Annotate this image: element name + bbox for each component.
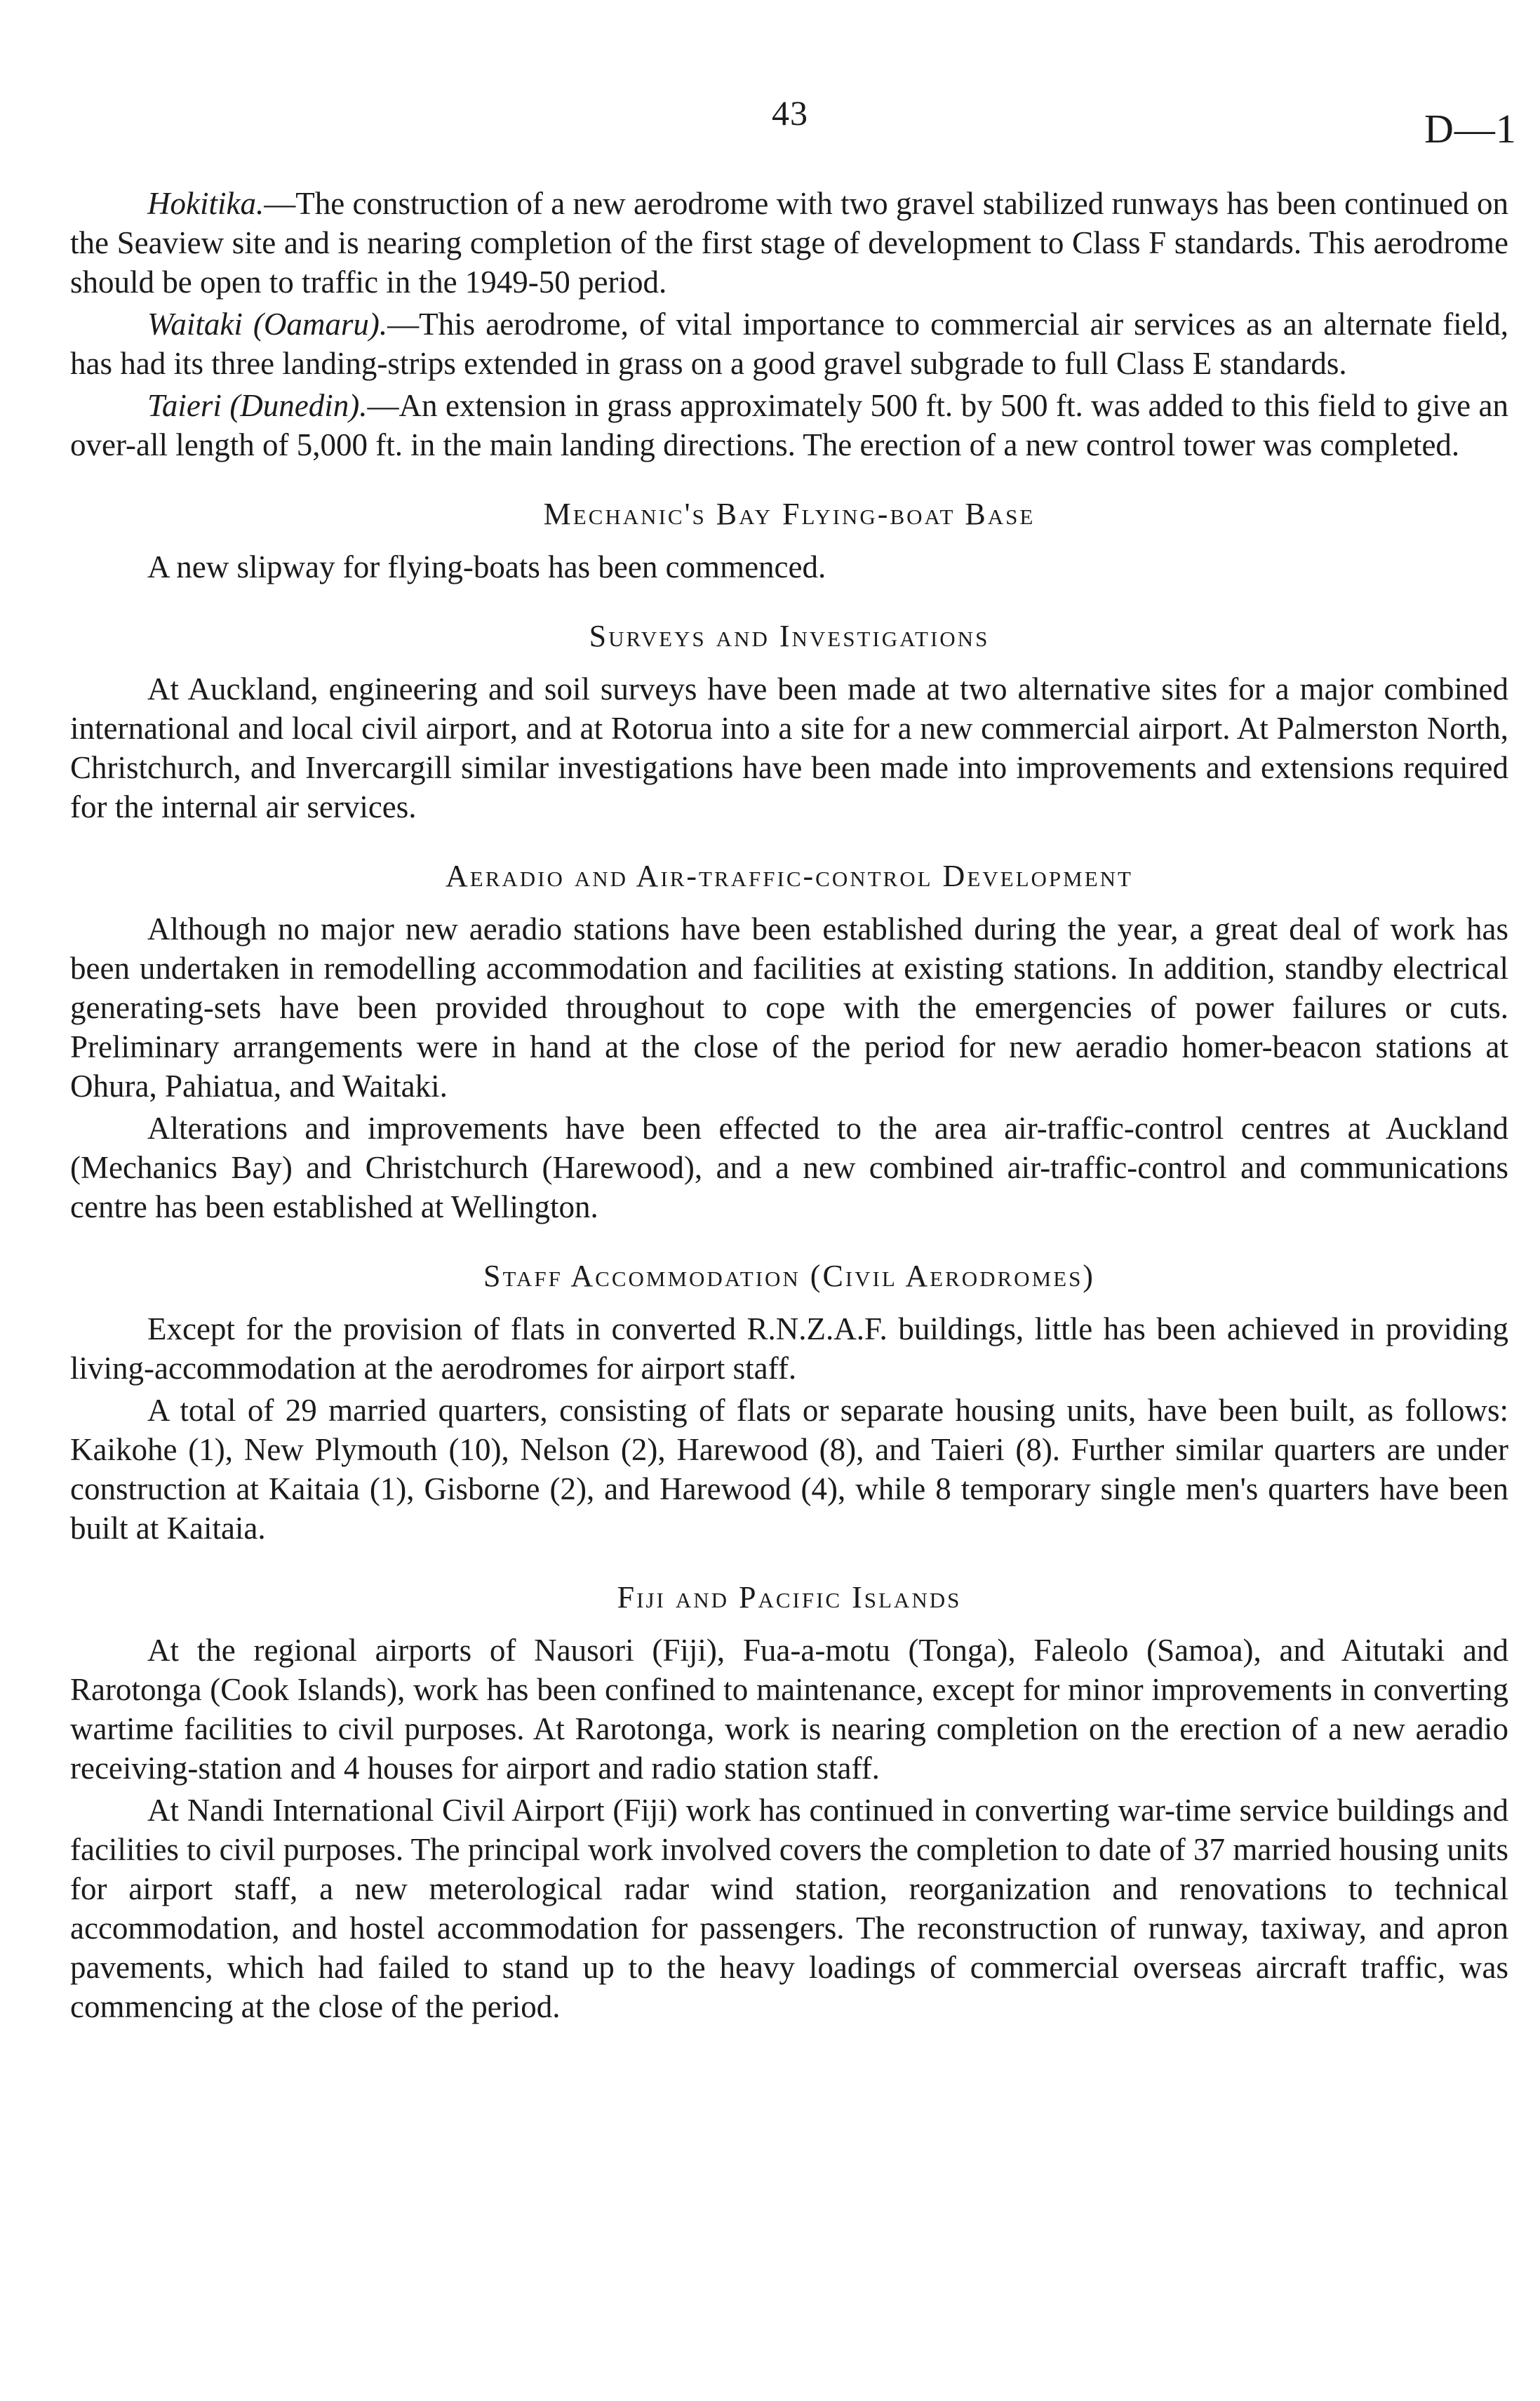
place-name: Taieri (Dunedin). xyxy=(147,388,368,423)
place-name: Hokitika. xyxy=(147,186,265,221)
paragraph: Although no major new aeradio stations have been established during the year, a great deal of work has been undertaken in remodelling accommodation and facilities at existing stations. In addition, standby electrical generating-sets have been provided throughout to cope with the emergencies of power failures or cuts. Preliminary arrangements were in hand at the close of the period for new aeradio homer-beacon stations at Ohura, Pahiatua, and Waitaki. xyxy=(70,911,1508,1104)
paragraph: Alterations and improvements have been effected to the area air-traffic-control centres at Auckland (Mechanics Bay) and Christchurch (Harewood), and a new combined air-traffic-control and communications centre has been established at Wellington. xyxy=(70,1111,1508,1224)
paragraph: A total of 29 married quarters, consisting of flats or separate housing units, have been built, as follows: Kaikohe (1), New Plymouth (10), Nelson (2), Harewood (8), and Taieri (8). Further similar quarters are under construction at Kaitaia (1), Gisborne (2), and Harewood (4), while 8 temporary single men's quarters have been built at Kaitaia. xyxy=(70,1393,1508,1546)
document-code: D—1 xyxy=(1424,106,1517,152)
paragraph-taieri xyxy=(70,386,1508,464)
section-heading-surveys: Surveys and Investigations xyxy=(589,619,990,653)
section-heading-aeradio: Aeradio and Air-traffic-control Development xyxy=(446,859,1133,893)
paragraph-hokitika xyxy=(70,184,1508,302)
paragraph: At Auckland, engineering and soil surveys have been made at two alternative sites for a major combined international and local civil airport, and at Rotorua into a site for a new commercial airport. At Palmerston North, Christchurch, and Invercargill similar investigations have been made into improvements and extensions required for the internal air services. xyxy=(70,671,1508,824)
place-name: Waitaki (Oamaru). xyxy=(147,307,388,342)
section-heading-flying-boat-base: Mechanic's Bay Flying-boat Base xyxy=(543,497,1036,531)
paragraph: Except for the provision of flats in converted R.N.Z.A.F. buildings, little has been achieved in providing living-accommodation at the aerodromes for airport staff. xyxy=(70,1311,1508,1386)
document-body xyxy=(70,184,1508,2026)
page-number: 43 xyxy=(772,93,808,133)
paragraph: At the regional airports of Nausori (Fiji), Fua-a-motu (Tonga), Faleolo (Samoa), and Aitutaki and Rarotonga (Cook Islands), work has been confined to maintenance, except for minor improvements in converting wartime facilities to civil purposes. At Rarotonga, work is nearing completion on the erection of a new aeradio receiving-station and 4 houses for airport and radio station staff. xyxy=(70,1633,1508,1786)
paragraph: A new slipway for flying-boats has been commenced. xyxy=(147,549,826,584)
paragraph-text: —This aerodrome, of vital importance to commercial air services as an alternate field, has had its three landing-strips extended in grass on a good gravel subgrade to full Class E standards. xyxy=(70,307,1508,381)
paragraph-text: —An extension in grass approximately 500 ft. by 500 ft. was added to this field to give an over-all length of 5,000 ft. in the main landing directions. The erection of a new control tower was completed. xyxy=(70,388,1508,462)
paragraph-text: —The construction of a new aerodrome with two gravel stabilized runways has been continued on the Seaview site and is nearing completion of the first stage of development to Class F standards. This aerodrome should be open to traffic in the 1949-50 period. xyxy=(70,186,1508,300)
paragraph-waitaki xyxy=(70,305,1508,383)
paragraph: At Nandi International Civil Airport (Fiji) work has continued in converting war-time service buildings and facilities to civil purposes. The principal work involved covers the completion to date of 37 married housing units for airport staff, a new meterological radar wind station, reorganization and renovations to technical accommodation, and hostel accommodation for passengers. The reconstruction of runway, taxiway, and apron pavements, which had failed to stand up to the heavy loadings of commercial overseas aircraft traffic, was commencing at the close of the period. xyxy=(70,1793,1508,2024)
section-heading-staff-accommodation: Staff Accommodation (Civil Aerodromes) xyxy=(483,1259,1095,1293)
section-heading-fiji-pacific: Fiji and Pacific Islands xyxy=(617,1580,962,1614)
